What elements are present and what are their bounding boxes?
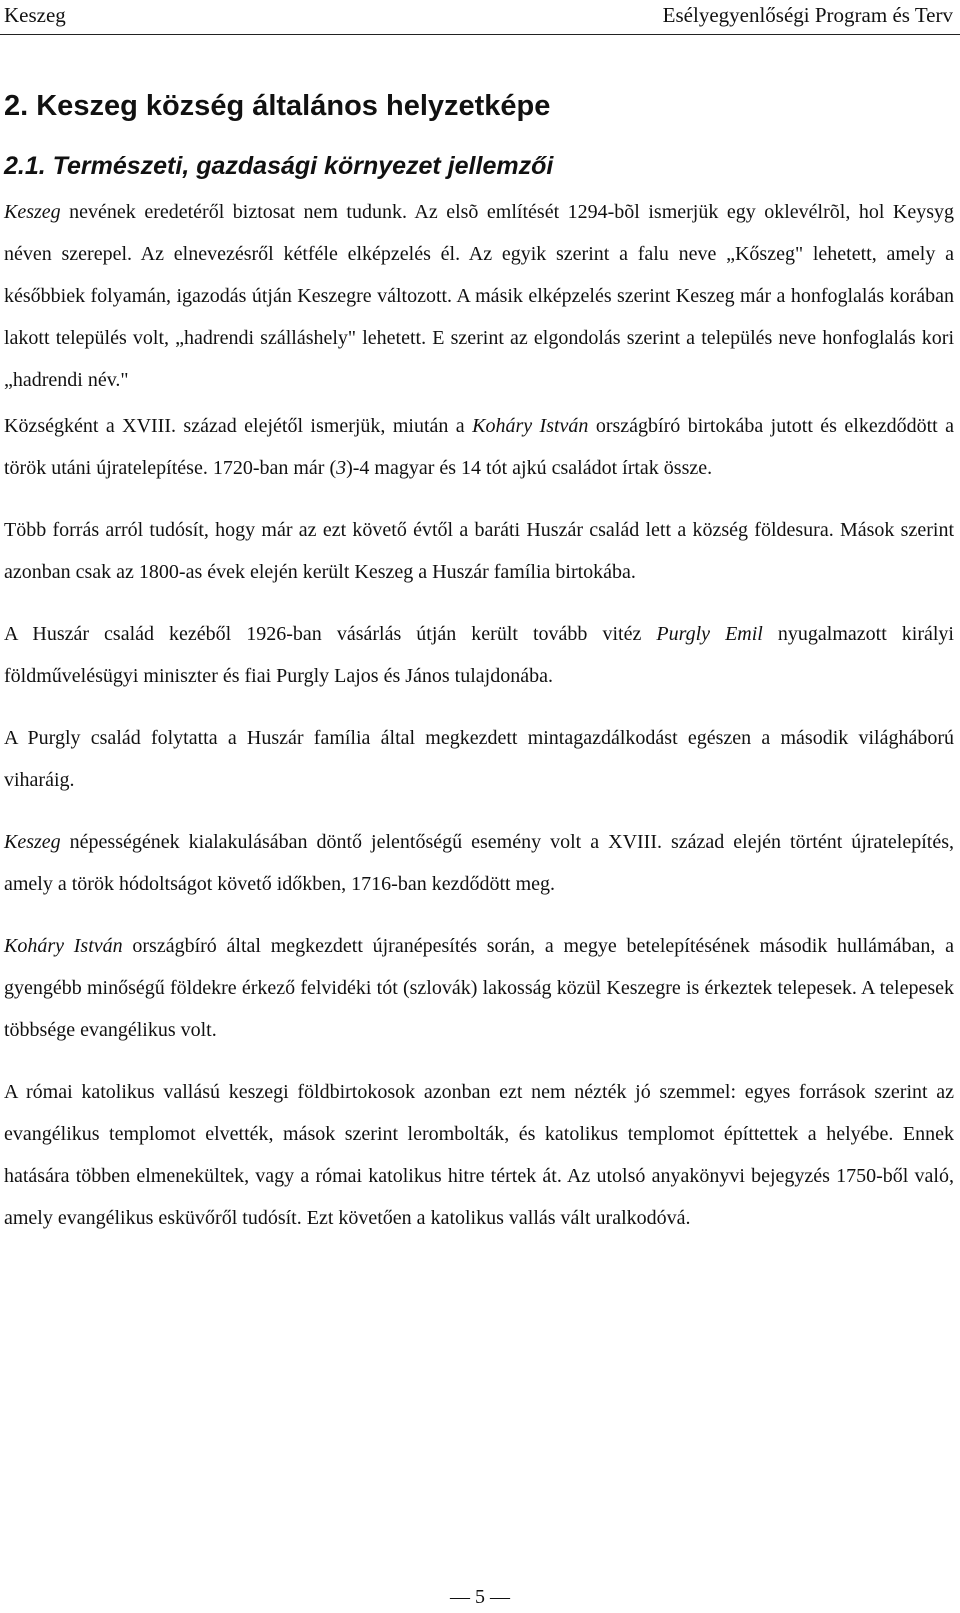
paragraph-2-part3: )-4 magyar és 14 tót ajkú családot írtak össze. bbox=[346, 457, 713, 479]
paragraph-6-text: népességének kialakulásában döntő jelentőségű esemény volt a XVIII. század elején történt újratelepítés, amely a török hódoltságot követő időkben, 1716-ban kezdődött meg. bbox=[4, 831, 954, 895]
paragraph-7 bbox=[4, 925, 954, 1051]
page-header bbox=[0, 0, 960, 35]
paragraph-6 bbox=[4, 821, 954, 905]
paragraph-2-part1: Községként a XVIII. század elejétől ismerjük, miután a bbox=[4, 415, 473, 437]
paragraph-1-text: nevének eredetéről biztosat nem tudunk. Az elsõ említését 1294-bõl ismerjük egy oklevélrõl, hol Keysyg néven szerepel. Az elnevezésről kétféle elképzelés él. Az egyik szerint a falu neve „Kőszeg" lehetett, amely a későbbiek folyamán, igazodás útján Keszegre változott. A másik elképzelés szerint Keszeg már a honfoglalás korában lakott település volt, „hadrendi szálláshely" lehetett. E szerint az elgondolás szerint a település neve honfoglalás kori „hadrendi név." bbox=[4, 201, 954, 391]
paragraph-2 bbox=[4, 405, 954, 489]
paragraph-4 bbox=[4, 613, 954, 697]
subsection-heading: 2.1. Természeti, gazdasági környezet jellemzői bbox=[4, 152, 554, 180]
paragraph-2-italic1: Koháry István bbox=[472, 415, 589, 437]
paragraph-7-text: országbíró által megkezdett újranépesítés során, a megye betelepítésének második hullámában, a gyengébb minőségű földekre érkező felvidéki tót (szlovák) lakosság közül Keszegre is érkeztek telepesek. A telepesek többsége evangélikus volt. bbox=[4, 935, 954, 1041]
paragraph-7-lead: Koháry István bbox=[4, 935, 123, 957]
paragraph-5: A Purgly család folytatta a Huszár família által megkezdett mintagazdálkodást egészen a második világháború viharáig. bbox=[4, 727, 954, 791]
paragraph-4-part1: A Huszár család kezéből 1926-ban vásárlás útján került tovább vitéz bbox=[4, 623, 657, 645]
paragraph-1 bbox=[4, 191, 954, 401]
paragraph-2-italic2: 3 bbox=[336, 457, 347, 479]
header-document-title: Esélyegyenlőségi Program és Terv bbox=[662, 3, 953, 27]
paragraph-6-lead: Keszeg bbox=[4, 831, 61, 853]
paragraph-1-lead: Keszeg bbox=[4, 201, 61, 223]
document-body bbox=[4, 84, 954, 1239]
header-municipality: Keszeg bbox=[4, 3, 66, 27]
paragraph-2-part2: országbíró birtokába jutott és elkezdődött a török utáni újratelepítése. 1720-ban már ( bbox=[4, 415, 954, 479]
section-heading: 2. Keszeg község általános helyzetképe bbox=[4, 90, 551, 122]
paragraph-4-italic1: Purgly Emil bbox=[656, 623, 763, 645]
paragraph-3: Több forrás arról tudósít, hogy már az ezt követő évtől a baráti Huszár család lett a község földesura. Mások szerint azonban csak az 1800-as évek elején került Keszeg a Huszár família birtokába. bbox=[4, 519, 954, 583]
paragraph-8: A római katolikus vallású keszegi földbirtokosok azonban ezt nem nézték jó szemmel: egyes források szerint az evangélikus templomot elvették, mások szerint lerombolták, és katolikus templomot építtettek a helyébe. Ennek hatására többen elmenekültek, vagy a római katolikus hitre tértek át. Az utolsó anyakönyvi bejegyzés 1750-ből való, amely evangélikus esküvőről tudósít. Ezt követően a katolikus vallás vált uralkodóvá. bbox=[4, 1081, 954, 1229]
paragraph-4-part2: nyugalmazott királyi földművelésügyi miniszter és fiai Purgly Lajos és János tulajdonába. bbox=[4, 623, 954, 687]
page-number: — 5 — bbox=[450, 1586, 510, 1608]
